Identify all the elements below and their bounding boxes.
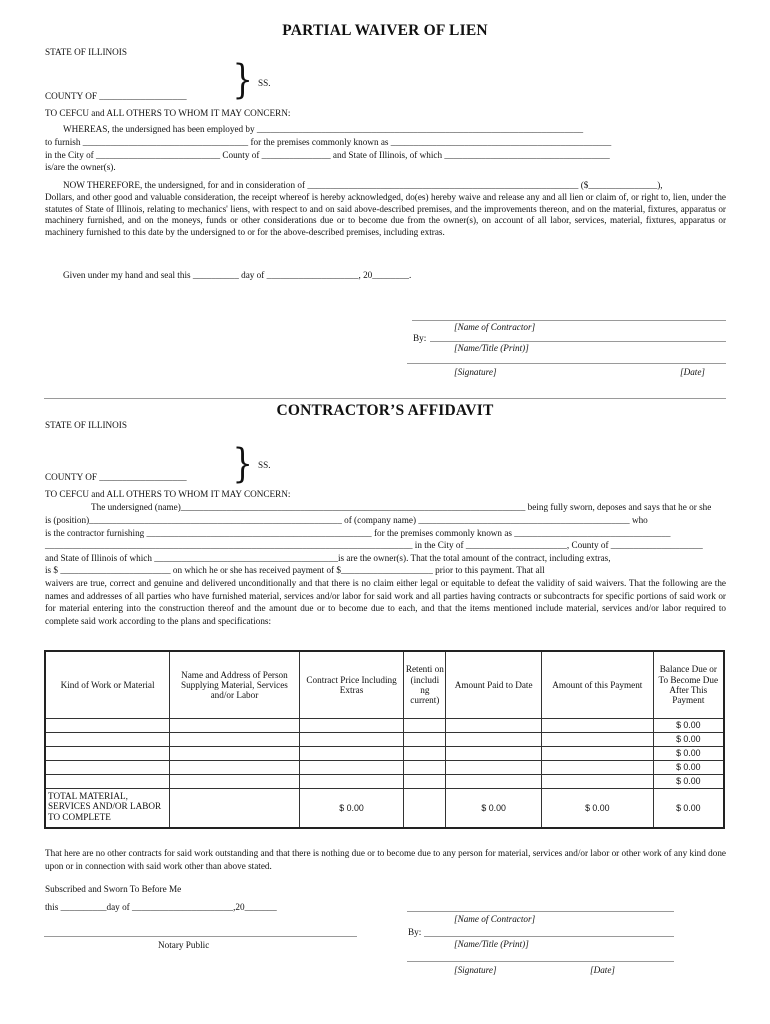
affidavit-line[interactable]: The undersigned (name)___________________________________________________________________________ being fully sworn, deposes and says that he or she bbox=[91, 502, 712, 512]
table-cell[interactable] bbox=[170, 761, 300, 775]
affidavit-state: STATE OF ILLINOIS bbox=[45, 420, 127, 430]
table-cell[interactable] bbox=[299, 719, 404, 733]
col-amount-payment: Amount of this Payment bbox=[542, 651, 654, 719]
waiver-county[interactable]: COUNTY OF ___________________ bbox=[45, 91, 187, 101]
waiver-ss: SS. bbox=[258, 78, 271, 88]
table-cell[interactable] bbox=[170, 775, 300, 789]
affidavit-line[interactable]: is the contractor furnishing _________________________________________________ for the premises commonly known as __________________________________ bbox=[45, 528, 671, 538]
waiver-name-title[interactable]: [Name/Title (Print)] bbox=[454, 343, 529, 353]
table-row bbox=[45, 733, 724, 747]
affidavit-ss: SS. bbox=[258, 460, 271, 470]
table-cell[interactable] bbox=[404, 761, 446, 775]
table-cell[interactable] bbox=[446, 747, 542, 761]
affidavit-name-title[interactable]: [Name/Title (Print)] bbox=[454, 939, 529, 949]
waiver-date[interactable]: [Date] bbox=[680, 367, 706, 377]
total-balance-due: $ 0.00 bbox=[653, 789, 724, 829]
affidavit-line[interactable]: and State of Illinois of which ________________________________________is are the owner(s). That the total amount of the contract, including extras, bbox=[45, 553, 611, 563]
total-label: TOTAL MATERIAL, SERVICES AND/OR LABOR TO COMPLETE bbox=[45, 789, 170, 829]
waiver-whereas-line[interactable]: to furnish ____________________________________ for the premises commonly known as ________________________________________________ bbox=[45, 137, 612, 147]
table-cell[interactable] bbox=[170, 747, 300, 761]
table-cell[interactable] bbox=[299, 761, 404, 775]
table-cell[interactable] bbox=[446, 733, 542, 747]
brace-icon: } bbox=[232, 57, 253, 103]
affidavit-signature[interactable]: [Signature] bbox=[454, 965, 497, 975]
waiver-by-label: By: bbox=[413, 333, 427, 343]
affidavit-county[interactable]: COUNTY OF ___________________ bbox=[45, 472, 187, 482]
table-cell[interactable] bbox=[446, 761, 542, 775]
affidavit-by-label: By: bbox=[408, 927, 422, 937]
waiver-state: STATE OF ILLINOIS bbox=[45, 47, 127, 57]
affidavit-to: TO CEFCU and ALL OTHERS TO WHOM IT MAY CONCERN: bbox=[45, 489, 291, 499]
waiver-whereas-line[interactable]: WHEREAS, the undersigned has been employed by _______________________________________________________________________ bbox=[63, 124, 584, 134]
waiver-contractor-name[interactable]: [Name of Contractor] bbox=[454, 322, 536, 332]
waiver-signature[interactable]: [Signature] bbox=[454, 367, 497, 377]
balance-cell: $ 0.00 bbox=[653, 775, 724, 789]
table-cell[interactable] bbox=[542, 775, 654, 789]
col-retention: Retenti on (includi ng current) bbox=[404, 651, 446, 719]
table-cell[interactable] bbox=[404, 719, 446, 733]
col-name-address: Name and Address of Person Supplying Material, Services and/or Labor bbox=[170, 651, 300, 719]
affidavit-line[interactable]: is $ ________________________ on which he or she has received payment of $____________________ prior to this payment. That all bbox=[45, 565, 545, 575]
balance-cell: $ 0.00 bbox=[653, 747, 724, 761]
table-cell[interactable] bbox=[446, 775, 542, 789]
affidavit-contractor-name[interactable]: [Name of Contractor] bbox=[454, 914, 536, 924]
table-row bbox=[45, 719, 724, 733]
signature-rule bbox=[407, 911, 674, 912]
table-cell[interactable] bbox=[542, 733, 654, 747]
balance-cell: $ 0.00 bbox=[653, 719, 724, 733]
total-contract-price: $ 0.00 bbox=[299, 789, 404, 829]
signature-rule bbox=[424, 936, 674, 937]
waiver-title: PARTIAL WAIVER OF LIEN bbox=[282, 22, 488, 39]
waiver-given-line[interactable]: Given under my hand and seal this __________ day of ____________________, 20________. bbox=[63, 270, 412, 280]
waiver-whereas-line[interactable]: in the City of ___________________________ County of _______________ and State of Illinois, of which ____________________________________ bbox=[45, 150, 610, 160]
parties-table bbox=[44, 650, 725, 829]
col-amount-paid: Amount Paid to Date bbox=[446, 651, 542, 719]
total-amount-paid: $ 0.00 bbox=[446, 789, 542, 829]
affidavit-statement: That here are no other contracts for said work outstanding and that there is nothing due or to become due to any person for material, services and/or labor or other work of any kind done upon or in connection with said work other than above stated. bbox=[45, 848, 726, 871]
notary-public-label: Notary Public bbox=[158, 940, 210, 950]
affidavit-line[interactable]: is (position)_______________________________________________________ of (company name) ______________________________________________ who bbox=[45, 515, 648, 525]
brace-icon: } bbox=[232, 441, 253, 487]
affidavit-date[interactable]: [Date] bbox=[590, 965, 616, 975]
table-header-row bbox=[45, 651, 724, 719]
table-cell[interactable] bbox=[404, 733, 446, 747]
table-cell[interactable] bbox=[404, 747, 446, 761]
waiver-whereas-line: is/are the owner(s). bbox=[45, 162, 116, 172]
col-contract-price: Contract Price Including Extras bbox=[299, 651, 404, 719]
table-cell bbox=[170, 789, 300, 829]
signature-rule bbox=[412, 320, 726, 321]
table-row bbox=[45, 747, 724, 761]
col-kind-of-work: Kind of Work or Material bbox=[45, 651, 170, 719]
table-cell[interactable] bbox=[45, 761, 170, 775]
affidavit-line[interactable]: ________________________________________________________________________________ in the City of ______________________, County of ____________________ bbox=[45, 540, 703, 550]
signature-rule bbox=[407, 363, 726, 364]
table-total-row bbox=[45, 789, 724, 829]
table-cell[interactable] bbox=[299, 747, 404, 761]
table-cell[interactable] bbox=[299, 733, 404, 747]
section-divider bbox=[44, 398, 726, 399]
col-balance-due: Balance Due or To Become Due After This Payment bbox=[653, 651, 724, 719]
table-cell[interactable] bbox=[170, 733, 300, 747]
table-row bbox=[45, 775, 724, 789]
table-cell[interactable] bbox=[542, 719, 654, 733]
affidavit-title: CONTRACTOR’S AFFIDAVIT bbox=[276, 402, 494, 419]
table-cell bbox=[404, 789, 446, 829]
total-this-payment: $ 0.00 bbox=[542, 789, 654, 829]
table-cell[interactable] bbox=[170, 719, 300, 733]
table-cell[interactable] bbox=[542, 761, 654, 775]
table-cell[interactable] bbox=[542, 747, 654, 761]
waiver-release-paragraph: Dollars, and other good and valuable consideration, the receipt whereof is hereby acknowledged, do(es) hereby waive and release any and all lien or claim of, or right to, lien, under the statutes of State of Illinois, relating to mechanics' liens, with respect to and on said above-described premises, and the improvements thereon, and on the material, fixtures, apparatus or machinery furnished, and on the moneys, funds or other considerations due or to become due from the owner(s), on account of all labor, services, material, fixtures, apparatus or machinery furnished to this date by the undersigned to or for the above-described premises, including extras. bbox=[45, 192, 726, 237]
table-cell[interactable] bbox=[45, 747, 170, 761]
affidavit-body-paragraph: waivers are true, correct and genuine and delivered unconditionally and that there is no claim either legal or equitable to defeat the validity of said waivers. That the following are the names and addresses of all parties who have furnished material, services and/or labor for said work and all parties having contracts or subcontracts for specific portions of said work or for material entering into the construction thereof and the amount due or to become due to each, and that the items mentioned include material, services and/or labor required to complete said work according to the plans and specifications: bbox=[45, 578, 726, 626]
table-cell[interactable] bbox=[404, 775, 446, 789]
waiver-consideration-line[interactable]: NOW THEREFORE, the undersigned, for and in consideration of ___________________________________________________________ ($_______________), bbox=[63, 180, 663, 190]
signature-rule bbox=[430, 341, 726, 342]
table-cell[interactable] bbox=[45, 775, 170, 789]
balance-cell: $ 0.00 bbox=[653, 733, 724, 747]
table-cell[interactable] bbox=[446, 719, 542, 733]
sworn-date-line[interactable]: this __________day of ______________________,20_______ bbox=[45, 902, 277, 912]
signature-rule bbox=[407, 961, 674, 962]
notary-rule bbox=[44, 936, 357, 937]
table-cell[interactable] bbox=[45, 719, 170, 733]
table-cell[interactable] bbox=[299, 775, 404, 789]
table-cell[interactable] bbox=[45, 733, 170, 747]
table-row bbox=[45, 761, 724, 775]
balance-cell: $ 0.00 bbox=[653, 761, 724, 775]
subscribed-label: Subscribed and Sworn To Before Me bbox=[45, 884, 182, 894]
waiver-to: TO CEFCU and ALL OTHERS TO WHOM IT MAY CONCERN: bbox=[45, 108, 291, 118]
